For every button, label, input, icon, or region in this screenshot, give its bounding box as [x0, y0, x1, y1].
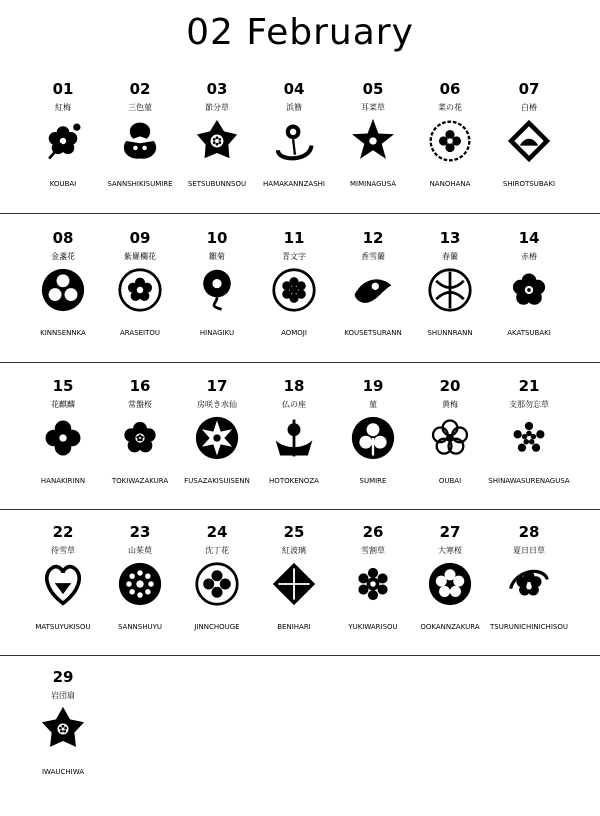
- day-number: 16: [129, 377, 151, 395]
- day-number: 15: [52, 377, 74, 395]
- crest-cell: [20, 80, 106, 228]
- flower-name-romaji: HOTOKENOZA: [269, 477, 319, 485]
- violet-crest-icon: [350, 415, 396, 461]
- flower-name-romaji: FUSAZAKISUISENN: [184, 477, 250, 485]
- setsubunsou-crest-icon: [194, 118, 240, 164]
- crest-cell: [174, 377, 260, 525]
- day-number: 27: [439, 523, 461, 541]
- day-number: 23: [129, 523, 151, 541]
- day-number: 29: [52, 668, 74, 686]
- crest-cell: [20, 668, 106, 816]
- crest-cell: [97, 377, 183, 525]
- flower-name-japanese: 紅梅: [55, 103, 71, 112]
- shunran-crest-icon: [427, 267, 473, 313]
- flower-name-japanese: 黄梅: [442, 400, 458, 409]
- crest-cell: [486, 229, 572, 377]
- flower-name-japanese: 沈丁花: [205, 546, 229, 555]
- flower-name-japanese: 雛菊: [209, 252, 225, 261]
- flower-name-japanese: 房咲き水仙: [197, 400, 237, 409]
- hotokenoza-crest-icon: [271, 415, 317, 461]
- day-number: 05: [362, 80, 384, 98]
- flower-name-romaji: OOKANNZAKURA: [420, 623, 480, 631]
- pansy-crest-icon: [117, 118, 163, 164]
- flower-name-romaji: SUMIRE: [359, 477, 387, 485]
- flower-name-japanese: 金盞花: [51, 252, 75, 261]
- crest-cell: [486, 523, 572, 671]
- flower-name-japanese: 岩団扇: [51, 691, 75, 700]
- day-number: 28: [518, 523, 540, 541]
- koubai-plum-crest-icon: [40, 118, 86, 164]
- sanshuyu-crest-icon: [117, 561, 163, 607]
- flower-name-japanese: 三色菫: [128, 103, 152, 112]
- day-number: 21: [518, 377, 540, 395]
- day-number: 03: [206, 80, 228, 98]
- flower-name-japanese: 紫羅欄花: [124, 252, 156, 261]
- crest-cell: [251, 80, 337, 228]
- flower-name-romaji: SHUNNRANN: [427, 329, 473, 337]
- flower-name-japanese: 夏日日草: [513, 546, 545, 555]
- hamakanzashi-crest-icon: [271, 118, 317, 164]
- miminagusa-crest-icon: [350, 118, 396, 164]
- flower-name-japanese: 雪割草: [361, 546, 385, 555]
- day-number: 14: [518, 229, 540, 247]
- forget-me-not-crest-icon: [506, 415, 552, 461]
- flower-name-japanese: 赤椿: [521, 252, 537, 261]
- flower-name-japanese: 花麒麟: [51, 400, 75, 409]
- red-camellia-crest-icon: [506, 267, 552, 313]
- freesia-crest-icon: [350, 267, 396, 313]
- flower-name-japanese: 白椿: [521, 103, 537, 112]
- flower-name-romaji: HINAGIKU: [199, 329, 235, 337]
- crest-cell: [174, 229, 260, 377]
- day-number: 02: [129, 80, 151, 98]
- flower-name-japanese: 節分草: [205, 103, 229, 112]
- flower-name-romaji: NANOHANA: [429, 180, 471, 188]
- crest-cell: [97, 229, 183, 377]
- crest-row: [0, 668, 600, 816]
- crest-cell: [407, 523, 493, 671]
- day-number: 11: [283, 229, 305, 247]
- nanohana-crest-icon: [427, 118, 473, 164]
- flower-name-romaji: KOUSETSURANN: [344, 329, 402, 337]
- hanakirin-crest-icon: [40, 415, 86, 461]
- flower-name-romaji: JINNCHOUGE: [194, 623, 240, 631]
- day-number: 25: [283, 523, 305, 541]
- araseitou-crest-icon: [117, 267, 163, 313]
- crest-cell: [407, 229, 493, 377]
- flower-name-japanese: 香雪蘭: [361, 252, 385, 261]
- periwinkle-crest-icon: [506, 561, 552, 607]
- day-number: 18: [283, 377, 305, 395]
- crest-row: [0, 229, 600, 377]
- flower-name-romaji: MATSUYUKISOU: [35, 623, 91, 631]
- day-number: 26: [362, 523, 384, 541]
- day-number: 20: [439, 377, 461, 395]
- crest-cell: [97, 80, 183, 228]
- day-number: 04: [283, 80, 305, 98]
- day-number: 07: [518, 80, 540, 98]
- crest-cell: [330, 523, 416, 671]
- flower-name-romaji: IWAUCHIWA: [41, 768, 85, 776]
- crest-cell: [407, 377, 493, 525]
- flower-name-romaji: SETSUBUNNSOU: [187, 180, 247, 188]
- crest-cell: [330, 377, 416, 525]
- flower-name-japanese: 耳菜草: [361, 103, 385, 112]
- day-number: 01: [52, 80, 74, 98]
- crest-cell: [20, 377, 106, 525]
- flower-name-japanese: 青文字: [282, 252, 306, 261]
- flower-name-japanese: 菫: [369, 400, 377, 409]
- benihari-crest-icon: [271, 561, 317, 607]
- daisy-crest-icon: [194, 267, 240, 313]
- flower-name-japanese: 待雪草: [51, 546, 75, 555]
- flower-name-japanese: 大寒桜: [438, 546, 462, 555]
- narcissus-crest-icon: [194, 415, 240, 461]
- jinchouge-crest-icon: [194, 561, 240, 607]
- day-number: 10: [206, 229, 228, 247]
- iwauchiwa-crest-icon: [40, 706, 86, 752]
- oubai-crest-icon: [427, 415, 473, 461]
- flower-name-japanese: 菜の花: [438, 103, 462, 112]
- flower-name-japanese: 山茱萸: [128, 546, 152, 555]
- flower-name-romaji: ARASEITOU: [120, 329, 160, 337]
- day-number: 09: [129, 229, 151, 247]
- flower-name-romaji: BENIHARI: [277, 623, 311, 631]
- aomoji-crest-icon: [271, 267, 317, 313]
- flower-name-japanese: 常盤桜: [128, 400, 152, 409]
- tokiwazakura-crest-icon: [117, 415, 163, 461]
- flower-name-romaji: HAMAKANNZASHI: [263, 180, 325, 188]
- crest-cell: [20, 523, 106, 671]
- crest-cell: [174, 80, 260, 228]
- crest-cell: [174, 523, 260, 671]
- flower-name-japanese: 支那勿忘草: [509, 400, 549, 409]
- crest-cell: [251, 523, 337, 671]
- day-number: 24: [206, 523, 228, 541]
- day-number: 06: [439, 80, 461, 98]
- day-number: 19: [362, 377, 384, 395]
- white-camellia-crest-icon: [506, 118, 552, 164]
- flower-name-romaji: TSURUNICHINICHISOU: [490, 623, 568, 631]
- crest-cell: [97, 523, 183, 671]
- crest-cell: [486, 377, 572, 525]
- crest-row: [0, 523, 600, 671]
- kinsenka-crest-icon: [40, 267, 86, 313]
- day-number: 08: [52, 229, 74, 247]
- crest-cell: [251, 229, 337, 377]
- flower-name-japanese: 春蘭: [442, 252, 458, 261]
- day-number: 13: [439, 229, 461, 247]
- flower-name-romaji: SHINAWASURENAGUSA: [488, 477, 570, 485]
- crest-row: [0, 80, 600, 228]
- flower-name-romaji: YUKIWARISOU: [348, 623, 398, 631]
- flower-name-romaji: AOMOJI: [281, 329, 307, 337]
- crest-cell: [330, 229, 416, 377]
- yukiwarisou-crest-icon: [350, 561, 396, 607]
- crest-cell: [486, 80, 572, 228]
- flower-name-romaji: TOKIWAZAKURA: [111, 477, 169, 485]
- flower-name-japanese: 紅波璃: [282, 546, 306, 555]
- snowdrop-crest-icon: [40, 561, 86, 607]
- flower-name-romaji: SANNSHIKISUMIRE: [107, 180, 173, 188]
- crest-cell: [330, 80, 416, 228]
- page-title: 02 February: [186, 12, 414, 53]
- flower-name-romaji: HANAKIRINN: [40, 477, 86, 485]
- flower-name-romaji: KOUBAI: [49, 180, 77, 188]
- flower-name-romaji: KINNSENNKA: [40, 329, 86, 337]
- flower-name-romaji: SHIROTSUBAKI: [502, 180, 556, 188]
- crest-cell: [251, 377, 337, 525]
- flower-name-romaji: SANNSHUYU: [117, 623, 163, 631]
- flower-name-romaji: AKATSUBAKI: [507, 329, 551, 337]
- flower-name-romaji: MIMINAGUSA: [349, 180, 397, 188]
- crest-cell: [407, 80, 493, 228]
- day-number: 22: [52, 523, 74, 541]
- crest-row: [0, 377, 600, 525]
- day-number: 17: [206, 377, 228, 395]
- crest-cell: [20, 229, 106, 377]
- flower-name-romaji: OUBAI: [438, 477, 462, 485]
- flower-name-japanese: 仏の座: [282, 400, 306, 409]
- ookanzakura-crest-icon: [427, 561, 473, 607]
- flower-name-japanese: 浜簪: [286, 103, 302, 112]
- day-number: 12: [362, 229, 384, 247]
